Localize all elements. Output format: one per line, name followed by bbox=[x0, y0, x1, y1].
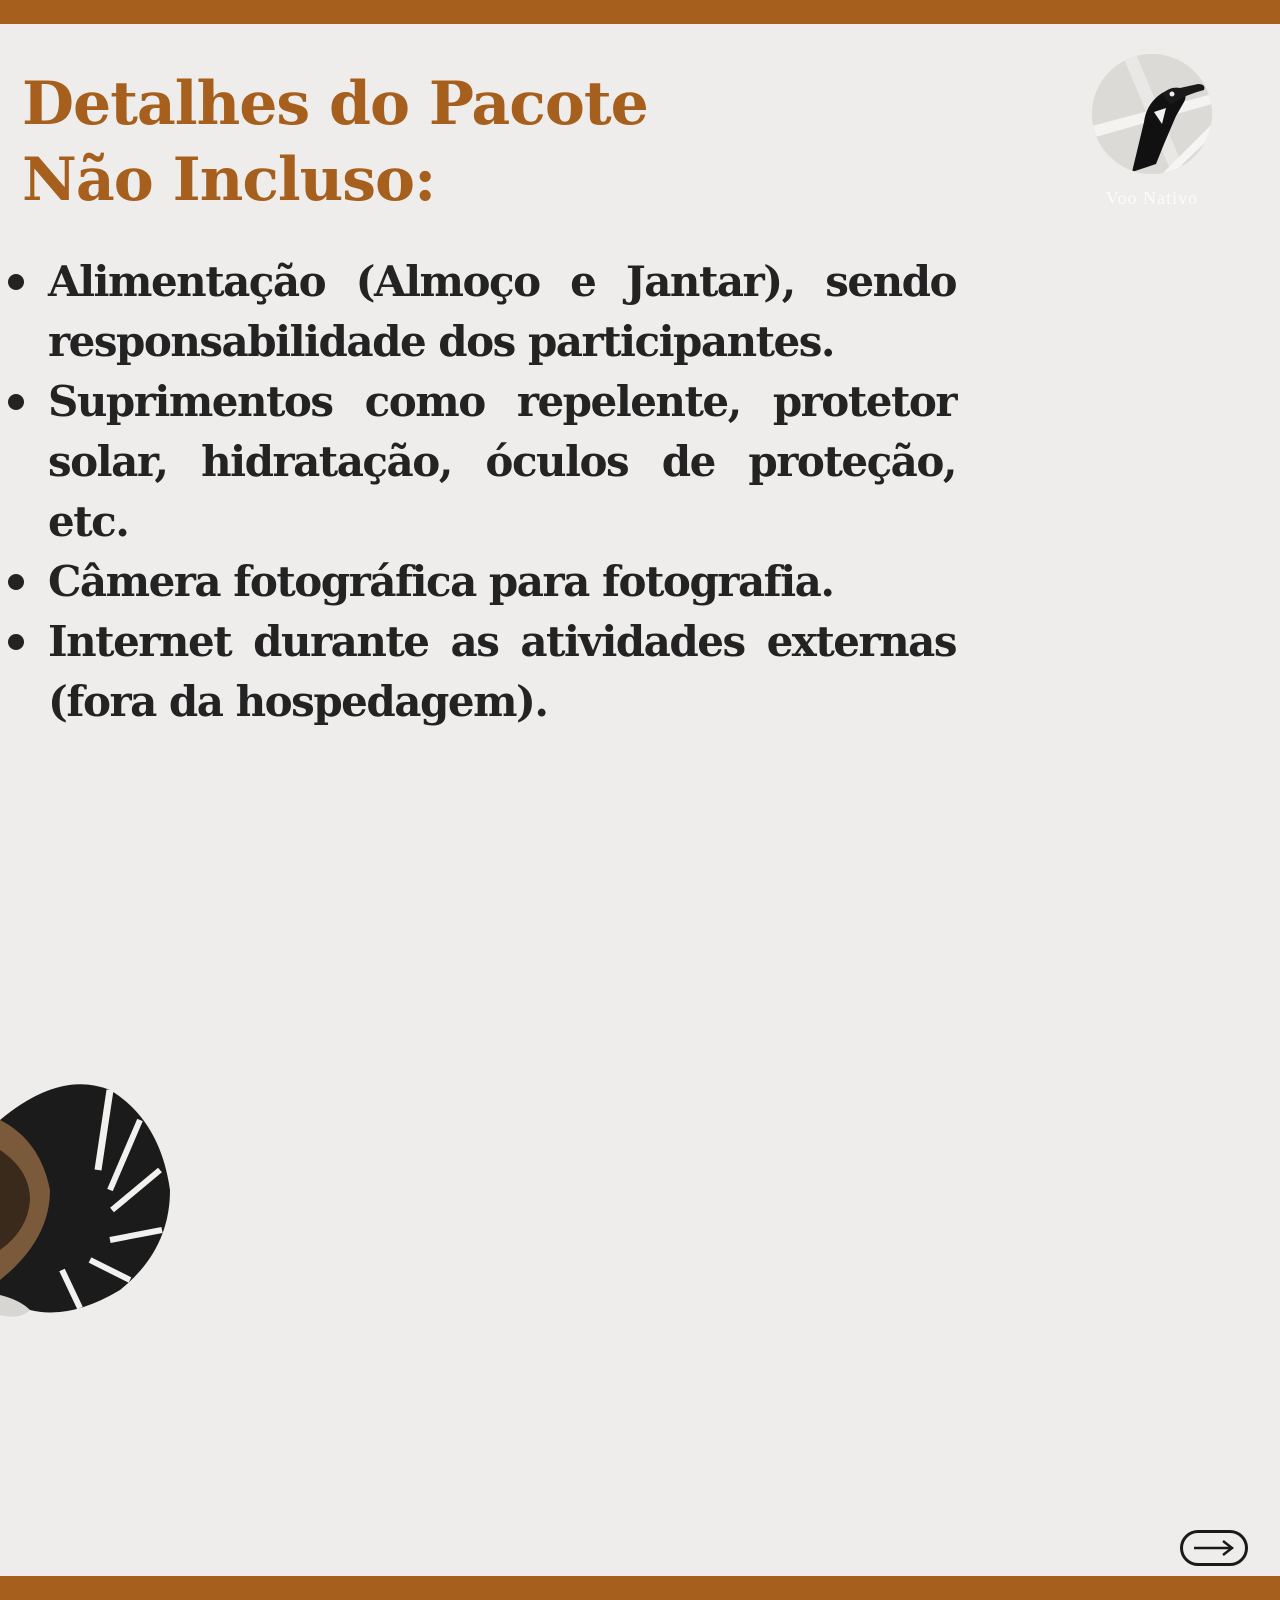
bullet-icon bbox=[8, 394, 24, 410]
bullet-icon bbox=[8, 574, 24, 590]
arrow-right-icon bbox=[1192, 1538, 1236, 1558]
list-item-text: Internet durante as atividades externas (fora da hospedagem). bbox=[48, 617, 956, 726]
page-title bbox=[22, 66, 648, 218]
list-item bbox=[0, 612, 956, 732]
list-item-text: Alimentação (Almoço e Jantar), sendo responsabilidade dos participantes. bbox=[48, 257, 956, 366]
bullet-icon bbox=[8, 634, 24, 650]
title-line-1: Detalhes do Pacote bbox=[22, 69, 648, 139]
brand-logo bbox=[1088, 54, 1216, 224]
bullet-icon bbox=[8, 274, 24, 290]
list-item bbox=[0, 372, 956, 552]
bird-wing-image bbox=[0, 1080, 180, 1330]
toucan-icon bbox=[1092, 54, 1212, 174]
list-item-text: Suprimentos como repelente, protetor solar, hidratação, óculos de proteção, etc. bbox=[48, 377, 956, 546]
next-button[interactable] bbox=[1180, 1530, 1248, 1566]
not-included-list bbox=[0, 252, 956, 732]
logo-text: Voo Nativo bbox=[1105, 188, 1199, 208]
title-line-2: Não Incluso: bbox=[22, 145, 436, 215]
bottom-accent-bar bbox=[0, 1576, 1280, 1600]
top-accent-bar bbox=[0, 0, 1280, 24]
list-item bbox=[0, 552, 956, 612]
list-item bbox=[0, 252, 956, 372]
list-item-text: Câmera fotográfica para fotografia. bbox=[48, 557, 834, 606]
